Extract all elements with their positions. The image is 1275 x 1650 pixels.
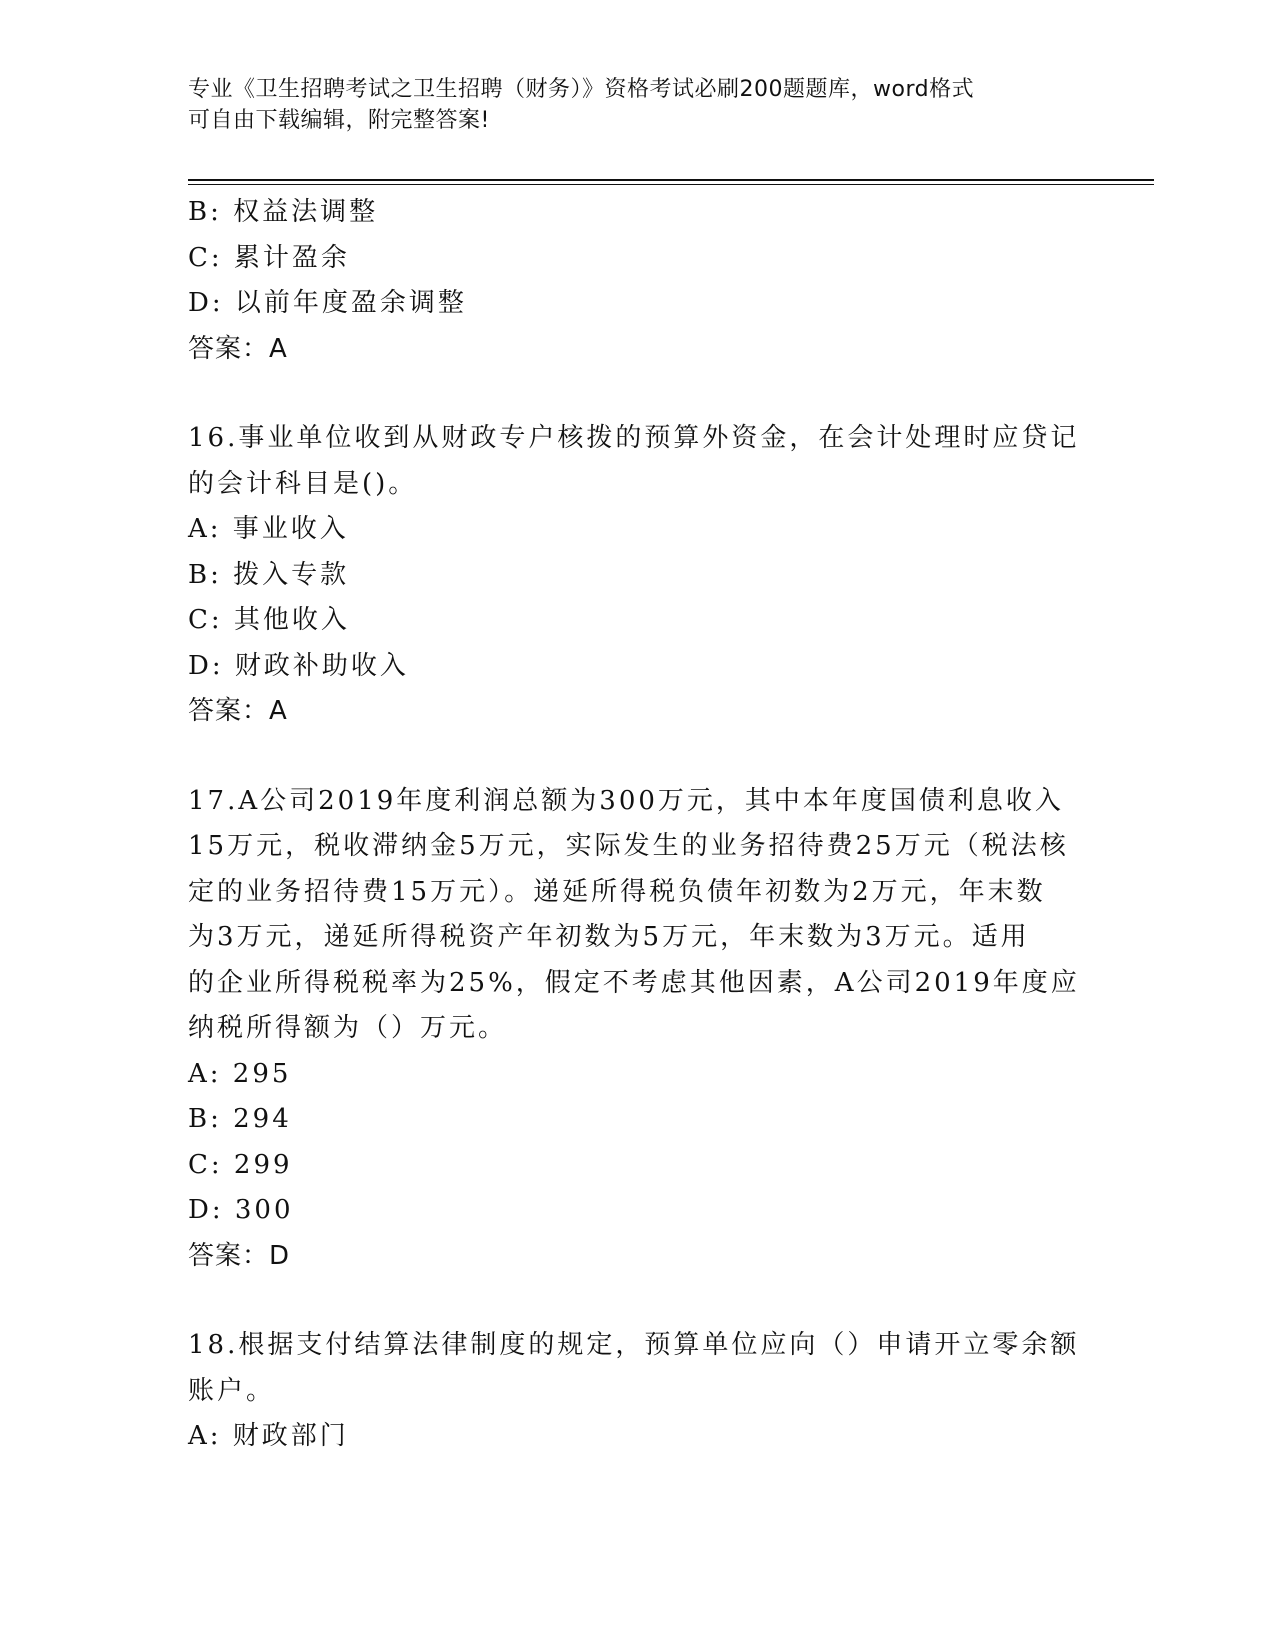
header-rule-thin	[188, 184, 1154, 185]
header-line-1: 专业《卫生招聘考试之卫生招聘（财务）》资格考试必刷200题题库，word格式	[188, 77, 975, 102]
question-stem-line: 的企业所得税税率为25%，假定不考虑其他因素，A公司2019年度应	[188, 967, 1080, 998]
header-rule-thick	[188, 179, 1154, 181]
question-stem-line: 15万元，税收滞纳金5万元，实际发生的业务招待费25万元（税法核	[188, 831, 1069, 861]
question-stem-line: 账户。	[188, 1375, 276, 1406]
option-d: D: 300	[188, 1195, 294, 1225]
question-stem-line: 为3万元，递延所得税资产年初数为5万元，年末数为3万元。适用	[188, 922, 1030, 952]
option-b: B: 294	[188, 1104, 292, 1134]
option-b: B: 拨入专款	[188, 559, 350, 590]
question-stem-line: 纳税所得额为（）万元。	[188, 1013, 508, 1043]
option-b: B: 权益法调整	[188, 197, 379, 227]
option-a: A: 事业收入	[188, 514, 349, 544]
question-content	[188, 190, 1088, 1460]
question-stem-line: 18.根据支付结算法律制度的规定，预算单位应向（）申请开立零余额	[188, 1330, 1080, 1360]
option-c: C: 299	[188, 1149, 293, 1180]
page-header	[188, 74, 1068, 136]
question-stem-line: 定的业务招待费15万元）。递延所得税负债年初数为2万元，年末数	[188, 876, 1046, 907]
option-c: C: 其他收入	[188, 605, 350, 635]
option-c: C: 累计盈余	[188, 242, 350, 273]
question-17-block	[188, 779, 1088, 1280]
option-d: D: 以前年度盈余调整	[188, 288, 467, 318]
option-a: A: 295	[188, 1058, 292, 1089]
header-line-2: 可自由下载编辑，附完整答案!	[188, 108, 490, 133]
question-stem-line: 17.A公司2019年度利润总额为300万元，其中本年度国债利息收入	[188, 785, 1064, 816]
question-16-block	[188, 416, 1088, 735]
option-d: D: 财政补助收入	[188, 650, 409, 681]
answer-line: 答案：A	[188, 333, 288, 364]
question-15-block	[188, 190, 1088, 372]
answer-line: 答案：A	[188, 696, 288, 726]
option-a: A: 财政部门	[188, 1421, 349, 1451]
question-stem-line: 16.事业单位收到从财政专户核拨的预算外资金，在会计处理时应贷记	[188, 423, 1080, 453]
question-stem-line: 的会计科目是()。	[188, 468, 418, 499]
question-18-block	[188, 1323, 1088, 1460]
answer-line: 答案：D	[188, 1240, 291, 1271]
